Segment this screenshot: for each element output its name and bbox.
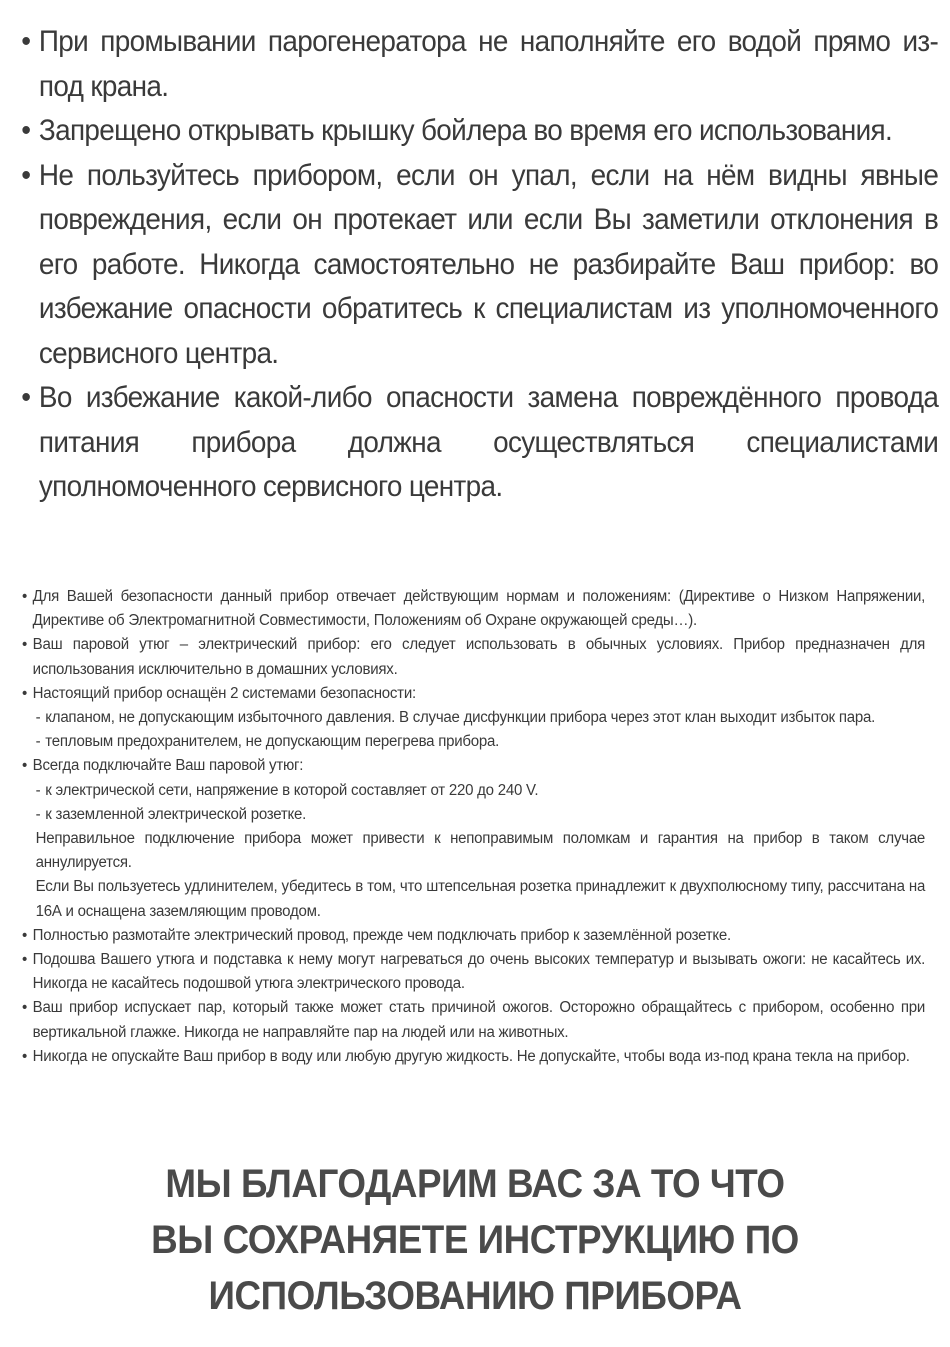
warning-item: [21, 154, 939, 377]
warning-item: [21, 109, 938, 154]
closing-line: МЫ БЛАГОДАРИМ ВАС ЗА ТО ЧТО: [165, 1162, 785, 1206]
bullet-marker: •: [21, 158, 31, 192]
warning-text: При промывании парогенератора не наполняйте его водой прямо из-под крана.: [38, 25, 939, 103]
dash-marker: -: [35, 805, 41, 823]
bullet-marker: •: [22, 684, 28, 702]
safety-text: Настоящий прибор оснащён 2 системами безопасности:: [32, 684, 416, 702]
safety-subtext: тепловым предохранителем, не допускающим перегрева прибора.: [45, 733, 500, 751]
safety-note: Если Вы пользуетесь удлинителем, убедитесь в том, что штепсельная розетка принадлежит к двухполюсному типу, рассчитана на 16А и оснащена заземляющим проводом.: [35, 878, 926, 920]
safety-text: Подошва Вашего утюга и подставка к нему могут нагреваться до очень высоких температур и вызывать ожоги: не касайтесь их. Никогда не касайтесь подошвой утюга электрического провода.: [32, 951, 926, 993]
safety-item: [22, 585, 925, 633]
safety-item: [22, 996, 925, 1044]
safety-item: [22, 682, 925, 706]
safety-section: [22, 585, 925, 1069]
safety-text: Для Вашей безопасности данный прибор отвечает действующим нормам и положениям: (Директиве о Низком Напряжении, Директиве об Электромагнитной Совместимости, Положениям об Охране окружающей среды…).: [32, 588, 926, 630]
bullet-marker: •: [21, 114, 31, 147]
bullet-marker: •: [22, 588, 28, 605]
bullet-marker: •: [22, 999, 28, 1017]
safety-subitem: [22, 779, 925, 803]
warning-item: [21, 376, 939, 510]
warning-text: Не пользуйтесь прибором, если он упал, если на нём видны явные повреждения, если он протекает или если Вы заметили отклонения в его работе. Никогда самостоятельно не разбирайте Ваш прибор: во избежание опасности обратитесь к специалистам из уполномоченного сервисного центра.: [38, 158, 939, 370]
safety-subtext: к заземленной электрической розетке.: [45, 805, 307, 823]
warning-text: Запрещено открывать крышку бойлера во время его использования.: [38, 114, 893, 147]
safety-subitem: [22, 730, 925, 754]
dash-marker: -: [35, 709, 41, 727]
closing-line: ВЫ СОХРАНЯЕТЕ ИНСТРУКЦИЮ ПО: [151, 1218, 799, 1262]
bullet-marker: •: [21, 381, 31, 414]
bullet-marker: •: [22, 951, 28, 969]
safety-subtext: к электрической сети, напряжение в которой составляет от 220 до 240 V.: [45, 781, 539, 799]
safety-text: Ваш прибор испускает пар, который также может стать причиной ожогов. Осторожно обращайтесь с прибором, особенно при вертикальной глажке. Никогда не направляйте пар на людей или на животных.: [32, 999, 926, 1041]
warning-text: Во избежание какой-либо опасности замена повреждённого провода питания прибора должна осуществляться специалистами уполномоченного сервисного центра.: [38, 381, 939, 503]
safety-subitem: [22, 803, 925, 827]
bullet-marker: •: [21, 25, 31, 58]
bullet-marker: •: [22, 926, 28, 944]
safety-subtext: клапаном, не допускающим избыточного давления. В случае дисфункции прибора через этот клан выходит избыток пара.: [45, 709, 876, 727]
safety-item: [22, 1045, 925, 1069]
closing-heading: [0, 1156, 950, 1324]
bullet-marker: •: [22, 1047, 28, 1065]
closing-line: ИСПОЛЬЗОВАНИЮ ПРИБОРА: [208, 1274, 742, 1318]
safety-subitem: [22, 706, 925, 730]
dash-marker: -: [35, 733, 41, 751]
safety-text: Полностью размотайте электрический провод, прежде чем подключать прибор к заземлённой розетке.: [32, 926, 731, 944]
bullet-marker: •: [22, 757, 28, 775]
dash-marker: -: [35, 781, 41, 799]
safety-item: [22, 754, 925, 778]
safety-text: Всегда подключайте Ваш паровой утюг:: [32, 757, 304, 775]
warning-item: [21, 20, 939, 109]
safety-note: Неправильное подключение прибора может привести к непоправимым поломкам и гарантия на прибор в таком случае аннулируется.: [35, 830, 926, 872]
safety-item: [22, 924, 925, 948]
warnings-list: [21, 20, 939, 510]
safety-text: Ваш паровой утюг – электрический прибор: его следует использовать в обычных условиях. Прибор предназначен для использования исключительно в домашних условиях.: [32, 636, 926, 678]
safety-item: [22, 633, 925, 681]
safety-text: Никогда не опускайте Ваш прибор в воду или любую другую жидкость. Не допускайте, чтобы вода из-под крана текла на прибор.: [32, 1047, 910, 1065]
safety-item: [22, 948, 925, 996]
bullet-marker: •: [22, 636, 28, 654]
